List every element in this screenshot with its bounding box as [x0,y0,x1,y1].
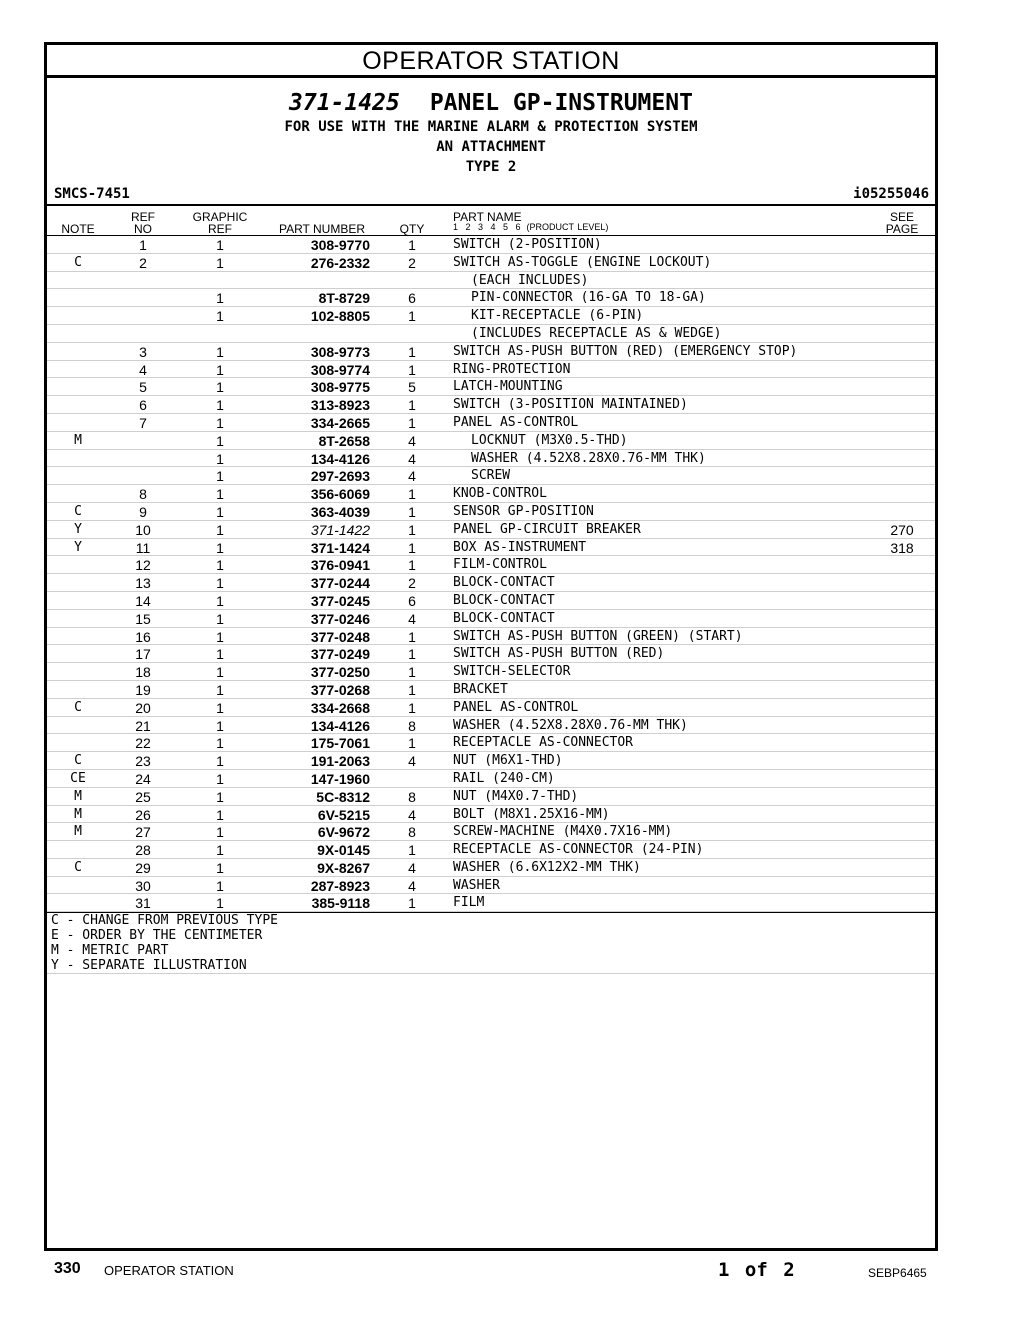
title-attachment: AN ATTACHMENT [436,139,546,155]
ref-no-cell: 13 [135,575,151,592]
graphic-ref-cell: 1 [216,610,224,627]
qty-cell: 4 [408,753,416,770]
graphic-ref-cell: 1 [216,788,224,805]
table-row [47,521,935,539]
part-number-cell: 297-2693 [310,468,370,485]
table-row [47,823,935,841]
part-name-cell: SWITCH-SELECTOR [453,664,571,680]
legend-rule [47,973,935,974]
ref-no-cell: 8 [139,486,147,503]
part-name-cell: SCREW-MACHINE (M4X0.7X16-MM) [453,824,673,840]
qty-cell: 1 [408,895,416,912]
notes-legend [47,913,935,973]
part-number-cell: 8T-2658 [318,432,370,449]
part-number-cell: 6V-5215 [317,806,370,823]
note-cell: CE [70,770,86,786]
qty-cell: 1 [408,557,416,574]
ref-no-cell: 3 [139,343,147,360]
part-number-cell: 385-9118 [311,895,370,912]
part-name-cell: RECEPTACLE AS-CONNECTOR (24-PIN) [453,842,704,858]
graphic-ref-cell: 1 [216,361,224,378]
ref-no-cell: 4 [139,361,147,378]
illustration-id: i05255046 [853,186,929,202]
table-row [47,343,935,361]
level-numbers: 1 2 3 4 5 6 [453,222,521,232]
graphic-ref-cell: 1 [216,628,224,645]
part-name-cell: WASHER [453,877,500,893]
part-number-cell: 308-9770 [310,237,370,253]
ref-no-cell: 22 [135,735,151,752]
table-row [47,503,935,521]
ref-no-cell: 17 [135,646,151,663]
part-name-cell: SENSOR GP-POSITION [453,503,594,519]
part-number-cell: 9X-8267 [317,859,370,876]
part-number-cell: 134-4126 [310,717,370,734]
table-row [47,325,935,343]
graphic-ref-cell: 1 [216,806,224,823]
part-number-cell: 363-4039 [310,503,370,520]
table-row [47,628,935,646]
qty-cell: 8 [408,824,416,841]
part-name-cell: SWITCH AS-PUSH BUTTON (RED) (EMERGENCY STOP) [453,343,798,359]
footer-page-of: 1 of 2 [718,1259,795,1281]
ref-no-cell: 30 [135,877,151,894]
part-name-cell: NUT (M6X1-THD) [453,753,563,769]
qty-cell: 1 [408,681,416,698]
part-name-cell: BOLT (M8X1.25X16-MM) [453,806,610,822]
graphic-ref-cell: 1 [216,539,224,556]
ref-no-cell: 23 [135,753,151,770]
part-name-cell: FILM [453,895,485,911]
title-type: TYPE 2 [465,159,517,175]
note-cell: C [74,753,82,769]
graphic-ref-cell: 1 [216,735,224,752]
qty-cell: 1 [408,397,416,414]
col-graphic-ref-1: GRAPHIC [192,210,248,224]
graphic-ref-cell: 1 [216,503,224,520]
graphic-ref-cell: 1 [216,770,224,787]
ref-no-cell: 9 [139,503,147,520]
ref-no-cell: 7 [139,414,147,431]
qty-cell: 4 [408,432,416,449]
part-name-cell: (INCLUDES RECEPTACLE AS & WEDGE) [471,325,722,341]
qty-cell: 5 [408,379,416,396]
ref-no-cell: 28 [135,842,151,859]
ref-no-cell: 18 [135,664,151,681]
graphic-ref-cell: 1 [216,717,224,734]
note-cell: Y [74,521,82,537]
title-block [47,89,935,177]
table-row [47,467,935,485]
table-row [47,485,935,503]
qty-cell: 4 [408,806,416,823]
qty-cell: 1 [408,699,416,716]
part-number-cell: 377-0246 [310,610,370,627]
graphic-ref-cell: 1 [216,859,224,876]
qty-cell: 1 [408,343,416,360]
table-row [47,574,935,592]
ref-no-cell: 6 [139,397,147,414]
qty-cell: 1 [408,735,416,752]
page-frame [44,42,938,1251]
title-line [47,89,935,117]
table-row [47,877,935,895]
ref-no-cell: 21 [135,717,151,734]
part-name-cell: SWITCH AS-PUSH BUTTON (GREEN) (START) [453,628,743,644]
title-part-number: 371-1425 [289,90,400,116]
graphic-ref-cell: 1 [216,842,224,859]
part-number-cell: 377-0248 [310,628,370,645]
part-number-cell: 371-1424 [310,539,370,556]
qty-cell: 2 [408,575,416,592]
graphic-ref-cell: 1 [216,237,224,253]
part-name-cell: RAIL (240-CM) [453,770,555,786]
part-number-cell: 147-1960 [310,770,370,787]
part-number-cell: 313-8923 [310,397,370,414]
ref-no-cell: 26 [135,806,151,823]
graphic-ref-cell: 1 [216,877,224,894]
qty-cell: 6 [408,290,416,307]
part-name-cell: SWITCH (3-POSITION MAINTAINED) [453,397,688,413]
qty-cell: 2 [408,254,416,271]
part-number-cell: 102-8805 [310,308,370,325]
part-number-cell: 377-0250 [310,664,370,681]
col-note: NOTE [61,222,95,236]
table-row [47,361,935,379]
graphic-ref-cell: 1 [216,699,224,716]
footer-section: OPERATOR STATION [104,1263,234,1278]
graphic-ref-cell: 1 [216,414,224,431]
section-title: OPERATOR STATION [47,45,935,78]
note-cell: C [74,503,82,519]
qty-cell: 1 [408,486,416,503]
title-usage: FOR USE WITH THE MARINE ALARM & PROTECTION SYSTEM [284,119,698,135]
graphic-ref-cell: 1 [216,592,224,609]
part-name-cell: BLOCK-CONTACT [453,610,555,626]
part-number-cell: 287-8923 [310,877,370,894]
qty-cell: 4 [408,610,416,627]
graphic-ref-cell: 1 [216,308,224,325]
legend-item: E - ORDER BY THE CENTIMETER [51,928,263,944]
table-row [47,752,935,770]
qty-cell: 1 [408,503,416,520]
col-see-page-1: SEE [889,210,914,224]
graphic-ref-cell: 1 [216,397,224,414]
table-row [47,539,935,557]
qty-cell: 8 [408,788,416,805]
legend-item: C - CHANGE FROM PREVIOUS TYPE [51,913,278,929]
ref-no-cell: 24 [135,770,151,787]
part-name-cell: KNOB-CONTROL [453,486,547,502]
parts-rows [47,236,935,912]
graphic-ref-cell: 1 [216,824,224,841]
graphic-ref-cell: 1 [216,450,224,467]
footer-doc-id: SEBP6465 [868,1266,927,1280]
note-cell: M [74,806,82,822]
see-page-cell: 270 [890,521,914,538]
col-qty: QTY [399,222,425,236]
part-name-cell: BRACKET [453,681,508,697]
part-number-cell: 276-2332 [310,254,370,271]
part-name-cell: WASHER (4.52X8.28X0.76-MM THK) [453,717,688,733]
part-number-cell: 334-2665 [310,414,370,431]
part-number-cell: 334-2668 [310,699,370,716]
part-name-cell: PANEL AS-CONTROL [453,414,579,430]
part-number-cell: 356-6069 [310,486,370,503]
part-number-cell: 8T-8729 [318,290,370,307]
table-row [47,414,935,432]
part-number-cell: 308-9774 [310,361,370,378]
table-row [47,272,935,290]
part-name-cell: WASHER (4.52X8.28X0.76-MM THK) [471,450,706,466]
col-part-name: PART NAME [453,210,522,224]
legend-item: Y - SEPARATE ILLUSTRATION [51,958,247,974]
ref-no-cell: 2 [139,254,147,271]
part-number-cell: 5C-8312 [316,788,370,805]
part-name-cell: BLOCK-CONTACT [453,592,555,608]
table-row [47,556,935,574]
part-name-cell: SCREW [471,468,511,484]
part-number-cell: 376-0941 [310,557,370,574]
note-cell: C [74,699,82,715]
graphic-ref-cell: 1 [216,343,224,360]
qty-cell: 1 [408,664,416,681]
col-see-page-2: PAGE [885,222,919,236]
smcs-code: SMCS-7451 [54,186,130,202]
table-row [47,378,935,396]
qty-cell: 1 [408,539,416,556]
part-number-cell: 134-4126 [310,450,370,467]
ref-no-cell: 27 [135,824,151,841]
part-name-cell: SWITCH AS-PUSH BUTTON (RED) [453,646,665,662]
part-name-cell: (EACH INCLUDES) [471,272,589,288]
col-levels [453,222,608,232]
part-name-cell: BOX AS-INSTRUMENT [453,539,587,555]
qty-cell: 8 [408,717,416,734]
col-graphic-ref-2: REF [208,222,232,236]
table-row [47,432,935,450]
part-name-cell: RING-PROTECTION [453,361,571,377]
graphic-ref-cell: 1 [216,290,224,307]
graphic-ref-cell: 1 [216,468,224,485]
ref-no-cell: 16 [135,628,151,645]
table-row [47,841,935,859]
note-cell: M [74,824,82,840]
qty-cell: 4 [408,468,416,485]
ref-no-cell: 20 [135,699,151,716]
table-row [47,734,935,752]
parts-table [47,236,935,974]
table-row [47,254,935,272]
table-row [47,236,935,254]
ref-no-cell: 19 [135,681,151,698]
graphic-ref-cell: 1 [216,753,224,770]
part-name-cell: SWITCH (2-POSITION) [453,237,602,252]
ref-no-cell: 12 [135,557,151,574]
col-part-number: PART NUMBER [278,222,365,236]
table-row [47,610,935,628]
table-row [47,859,935,877]
table-row [47,289,935,307]
qty-cell: 4 [408,859,416,876]
part-number-cell: 308-9773 [310,343,370,360]
ref-no-cell: 15 [135,610,151,627]
part-name-cell: RECEPTACLE AS-CONNECTOR [453,735,634,751]
graphic-ref-cell: 1 [216,895,224,912]
graphic-ref-cell: 1 [216,254,224,271]
table-row [47,663,935,681]
part-name-cell: FILM-CONTROL [453,557,547,573]
part-name-cell: LOCKNUT (M3X0.5-THD) [471,432,628,448]
table-row [47,450,935,468]
part-name-cell: PIN-CONNECTOR (16-GA TO 18-GA) [471,290,706,306]
qty-cell: 6 [408,592,416,609]
legend-item: M - METRIC PART [51,943,169,959]
qty-cell: 1 [408,308,416,325]
part-name-cell: WASHER (6.6X12X2-MM THK) [453,859,641,875]
qty-cell: 4 [408,450,416,467]
table-row [47,894,935,912]
graphic-ref-cell: 1 [216,681,224,698]
ref-no-cell: 25 [135,788,151,805]
part-number-cell: 6V-9672 [317,824,370,841]
part-name-cell: PANEL GP-CIRCUIT BREAKER [453,521,641,537]
table-top-rule [47,204,935,206]
part-name-cell: LATCH-MOUNTING [453,379,563,395]
product-level-label: (PRODUCT LEVEL) [526,222,609,232]
table-row [47,396,935,414]
table-row [47,307,935,325]
part-name-cell: SWITCH AS-TOGGLE (ENGINE LOCKOUT) [453,254,712,270]
note-cell: Y [74,539,82,555]
ref-no-cell: 14 [135,592,151,609]
graphic-ref-cell: 1 [216,521,224,538]
ref-no-cell: 5 [139,379,147,396]
col-ref-no-2: NO [134,222,152,236]
part-number-cell: 377-0244 [310,575,370,592]
qty-cell: 4 [408,877,416,894]
table-row [47,806,935,824]
part-number-cell: 377-0245 [310,592,370,609]
note-cell: C [74,254,82,270]
graphic-ref-cell: 1 [216,575,224,592]
qty-cell: 1 [408,361,416,378]
part-number-cell: 175-7061 [310,735,370,752]
part-number-cell: 308-9775 [310,379,370,396]
ref-no-cell: 29 [135,859,151,876]
title-part-name: PANEL GP-INSTRUMENT [429,90,693,116]
qty-cell: 1 [408,521,416,538]
ref-no-cell: 1 [139,237,147,253]
part-number-cell: 377-0268 [310,681,370,698]
col-ref-no-1: REF [131,210,155,224]
see-page-cell: 318 [890,539,914,556]
part-name-cell: KIT-RECEPTACLE (6-PIN) [471,308,644,324]
qty-cell: 1 [408,842,416,859]
part-number-cell: 377-0249 [310,646,370,663]
table-row [47,788,935,806]
note-cell: C [74,859,82,875]
qty-cell: 1 [408,237,416,253]
part-number-cell: 371-1422 [310,521,370,538]
table-row [47,592,935,610]
part-number-cell: 191-2063 [310,753,370,770]
qty-cell: 1 [408,646,416,663]
table-row [47,717,935,735]
ref-no-cell: 10 [135,521,151,538]
table-row [47,681,935,699]
graphic-ref-cell: 1 [216,486,224,503]
part-name-cell: NUT (M4X0.7-THD) [453,788,579,804]
qty-cell: 1 [408,628,416,645]
qty-cell: 1 [408,414,416,431]
graphic-ref-cell: 1 [216,379,224,396]
graphic-ref-cell: 1 [216,432,224,449]
table-row [47,699,935,717]
graphic-ref-cell: 1 [216,646,224,663]
part-name-cell: BLOCK-CONTACT [453,575,555,591]
ref-no-cell: 11 [135,539,151,556]
graphic-ref-cell: 1 [216,557,224,574]
graphic-ref-cell: 1 [216,664,224,681]
footer-page-number: 330 [54,1260,81,1277]
part-number-cell: 9X-0145 [317,842,370,859]
note-cell: M [74,788,82,804]
ref-no-cell: 31 [135,895,151,912]
table-row [47,645,935,663]
table-row [47,770,935,788]
part-name-cell: PANEL AS-CONTROL [453,699,579,715]
note-cell: M [74,432,82,448]
